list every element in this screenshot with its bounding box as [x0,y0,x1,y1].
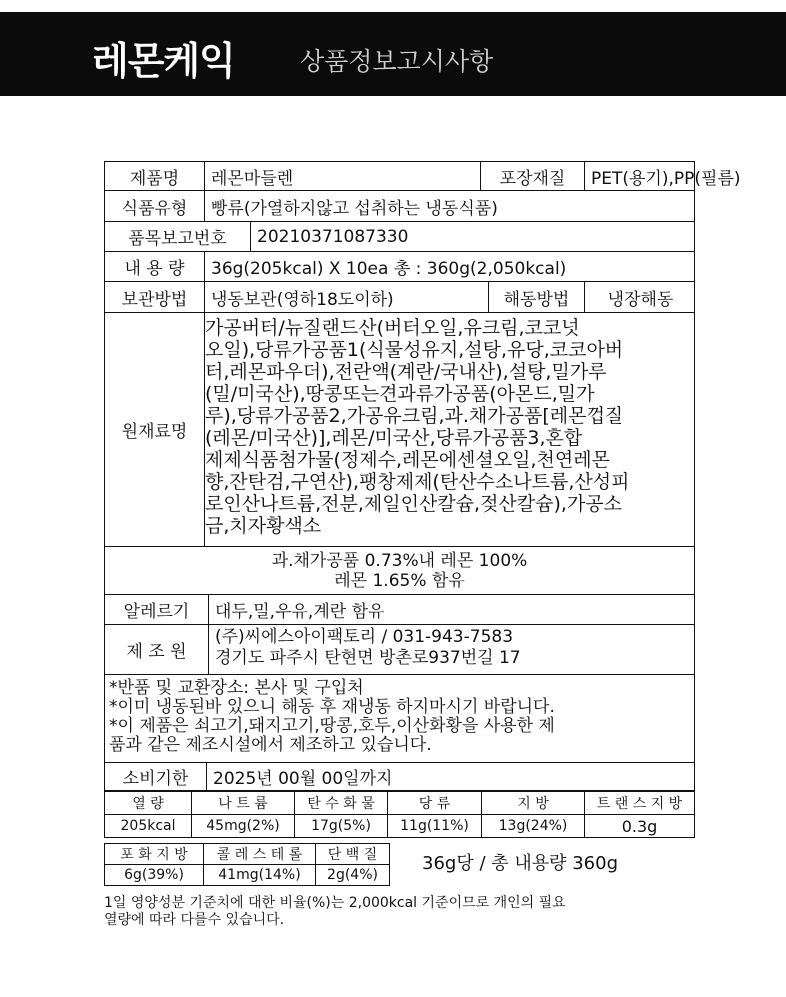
header-bar [0,12,786,96]
nutrition-table [104,791,695,886]
nutrition-value-saturated-fat: 6g(39%) [104,864,204,886]
nutrition-header-sodium: 나 트 륨 [191,791,295,815]
nutrition-footnote: 1일 영양성분 기준치에 대한 비율(%)는 2,000kcal 기준이므로 개인의 필요 열량에 따라 다를수 있습니다. [104,895,566,928]
row-notice [104,675,695,763]
nutrition-value-protein: 2g(4%) [315,864,390,886]
storage-label: 보관방법 [105,282,205,312]
packaging-label: 포장재질 [481,162,585,190]
nutrition-value-sugars: 11g(11%) [387,814,482,838]
nutrition-header-cholesterol: 콜 레 스 테 롤 [203,843,316,865]
food-type-label: 식품유형 [105,191,205,221]
nutrition-header-trans-fat: 트 랜 스 지 방 [584,791,695,815]
thaw-value: 냉장해동 [607,289,674,310]
page-subtitle: 상품정보고시사항 [300,47,494,76]
nutrition-header-carbohydrate: 탄 수 화 물 [294,791,388,815]
nutrition-value-carbohydrate: 17g(5%) [294,814,388,838]
nutrition-per-serving: 36g당 / 총 내용량 360g [422,853,619,874]
allergy-label: 알레르기 [105,595,209,624]
nutrition-value-trans-fat: 0.3g [584,814,695,838]
notice-value: *반품 및 교환장소: 본사 및 구입처 *이미 냉동된바 있으니 해동 후 재냉동 하지마시기 바랍니다. *이 제품은 쇠고기,돼지고기,땅콩,호두,이산화황을 사용한 제 품과 같은 제조시설에서 제조하고 있습니다. [109,678,555,755]
report-number-label: 품목보고번호 [105,222,251,251]
manufacturer-value: (주)씨에스아이팩토리 / 031-943-7583 경기도 파주시 탄현면 방촌로937번길 17 [215,627,521,668]
storage-value: 냉동보관(영하18도이하) [205,282,489,312]
nutrition-header-fat: 지 방 [481,791,585,815]
packaging-value: PET(용기),PP(필름) [591,168,741,189]
row-product-name [104,161,741,191]
expiry-value: 2025년 00월 00일까지 [213,769,393,789]
nutrition-header-saturated-fat: 포 화 지 방 [104,843,204,865]
row-ratio [104,547,695,595]
row-contents [104,252,695,282]
ingredients-value: 가공버터/뉴질랜드산(버터오일,유크림,코코넛 오일),당류가공품1(식물성유지,설탕,유당,코코아버 터,레몬파우더),전란액(계란/국내산),설탕,밀가루 (밀/미국산),땅콩또는견과류가공품(아몬드,밀가 루),당류가공품2,가공유크림,과.채가공품[레몬껍질 (레몬/미국산)],레몬/미국산,당류가공품3,혼합 제제식품첨가물(정제수,레몬에센셜오일,천연레몬 향,잔탄검,구연산),팽창제제(탄산수소나트륨,산성피 로인산나트륨,전분,제일인산칼슘,젖산칼슘),가공소 금,치자황색소 [205,317,630,537]
nutrition-value-calories: 205kcal [104,814,192,838]
row-storage [104,282,695,313]
nutrition-value-sodium: 45mg(2%) [191,814,295,838]
allergy-value: 대두,밀,우유,계란 함유 [215,602,385,622]
thaw-label: 해동방법 [489,282,585,312]
nutrition-header-calories: 열 량 [104,791,192,815]
row-ingredients [104,313,695,547]
product-name-label: 제품명 [105,162,205,190]
ingredients-label: 원재료명 [105,313,205,546]
ratio-value: 과.채가공품 0.73%내 레몬 100% 레몬 1.65% 함유 [271,551,528,591]
nutrition-value-fat: 13g(24%) [481,814,585,838]
nutrition-value-cholesterol: 41mg(14%) [203,864,316,886]
product-name-value: 레몬마들렌 [205,162,481,190]
row-manufacturer [104,625,695,675]
page-title: 레몬케익 [92,39,235,83]
contents-value: 36g(205kcal) X 10ea 총 : 360g(2,050kcal) [211,259,567,279]
row-allergy [104,595,695,625]
row-food-type [104,191,695,222]
nutrition-header-protein: 단 백 질 [315,843,390,865]
contents-label: 내 용 량 [105,252,205,281]
report-number-value: 20210371087330 [257,226,409,247]
product-info-table [104,161,741,886]
nutrition-header-sugars: 당 류 [387,791,482,815]
expiry-label: 소비기한 [105,763,207,790]
food-type-value: 빵류(가열하지않고 섭취하는 냉동식품) [211,198,498,219]
manufacturer-label: 제 조 원 [105,625,209,674]
row-report-number [104,222,695,252]
row-expiry [104,763,695,791]
